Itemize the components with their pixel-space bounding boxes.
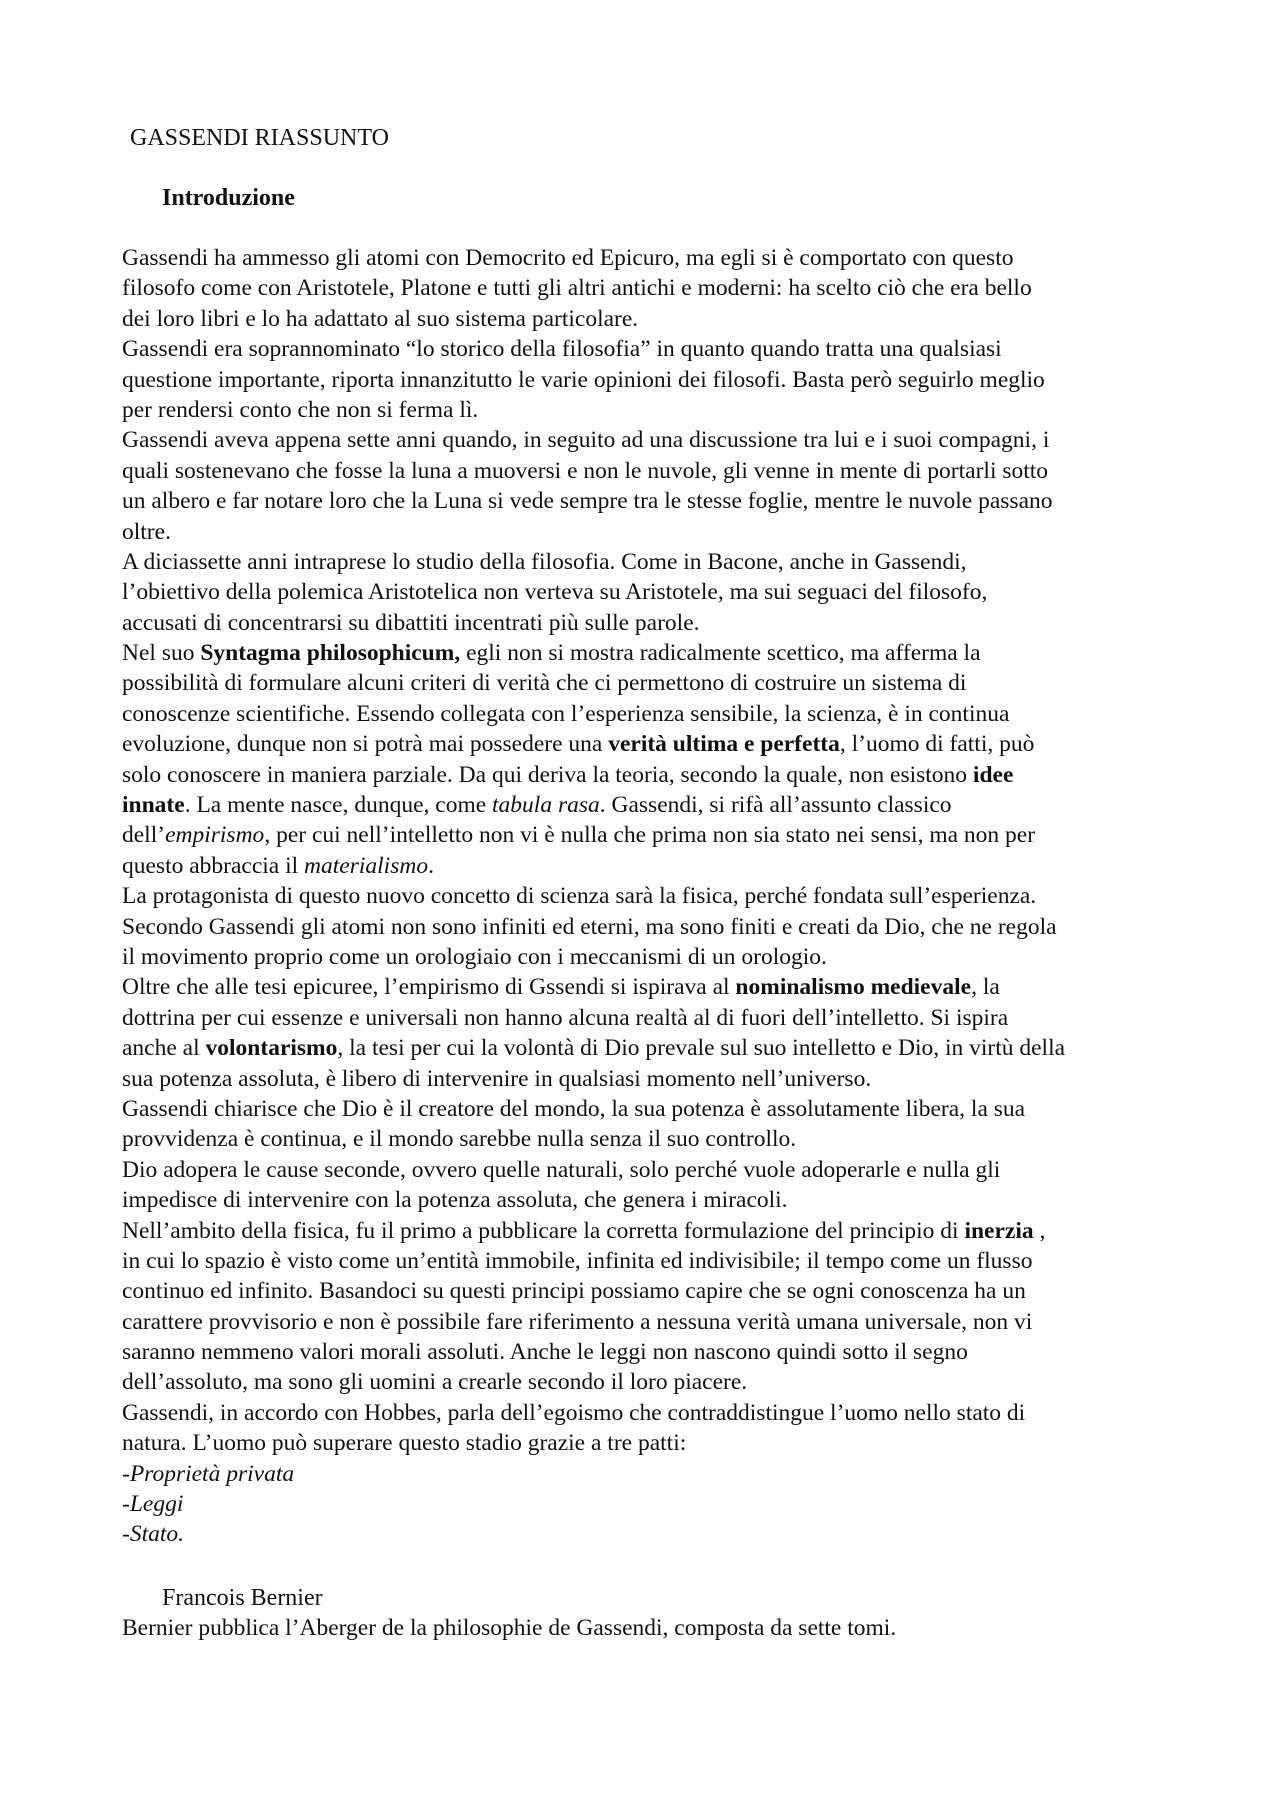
section-heading: Introduzione bbox=[162, 185, 295, 211]
text-line: A diciassette anni intraprese lo studio della filosofia. Come in Bacone, anche in Gassendi, bbox=[122, 548, 967, 575]
text-line: filosofo come con Aristotele, Platone e tutti gli altri antichi e moderni: ha scelto ciò che era bello bbox=[122, 275, 1032, 302]
list-item-proprieta: -Proprietà privata bbox=[122, 1460, 295, 1487]
closing-line: Bernier pubblica l’Aberger de la philosophie de Gassendi, composta da sette tomi. bbox=[122, 1615, 897, 1641]
text-line: Dio adopera le cause seconde, ovvero quelle naturali, solo perché vuole adoperarle e nulla gli bbox=[122, 1156, 1001, 1183]
text-line: dell’assoluto, ma sono gli uomini a crearle secondo il loro piacere. bbox=[122, 1369, 748, 1396]
text-line: un albero e far notare loro che la Luna si vede sempre tra le stesse foglie, mentre le nuvole passano bbox=[122, 488, 1053, 515]
text-line: Gassendi era soprannominato “lo storico della filosofia” in quanto quando tratta una qualsiasi bbox=[122, 336, 1002, 363]
italic-term: materialismo bbox=[304, 852, 429, 879]
bold-term: innate bbox=[122, 792, 185, 819]
bold-term: idee bbox=[972, 761, 1014, 788]
italic-term: empirismo bbox=[165, 822, 265, 849]
text-line: Gassendi aveva appena sette anni quando, in seguito ad una discussione tra lui e i suoi compagni, i bbox=[122, 427, 1050, 454]
italic-term: tabula rasa bbox=[492, 792, 600, 819]
list-item-leggi: -Leggi bbox=[122, 1491, 184, 1518]
body-text bbox=[122, 243, 1182, 1550]
text-line: Gassendi, in accordo con Hobbes, parla dell’egoismo che contraddistingue l’uomo nello stato di bbox=[122, 1399, 1026, 1426]
list-item-stato: -Stato. bbox=[122, 1521, 185, 1548]
text-line: saranno nemmeno valori morali assoluti. Anche le leggi non nascono quindi sotto il segno bbox=[122, 1339, 968, 1366]
text-line: conoscenze scientifiche. Essendo collegata con l’esperienza sensibile, la scienza, è in continua bbox=[122, 700, 1010, 727]
bold-term: inerzia bbox=[964, 1217, 1034, 1244]
text-line: anche al volontarismo, la tesi per cui la volontà di Dio prevale sul suo intelletto e Dio, in virtù della bbox=[122, 1035, 1066, 1062]
text-line: dell’empirismo, per cui nell’intelletto non vi è nulla che prima non sia stato nei sensi, ma non per bbox=[122, 822, 1036, 849]
text-line: questo abbraccia il materialismo. bbox=[122, 852, 434, 879]
text-line: Secondo Gassendi gli atomi non sono infiniti ed eterni, ma sono finiti e creati da Dio, che ne regola bbox=[122, 913, 1057, 940]
text-line: solo conoscere in maniera parziale. Da qui deriva la teoria, secondo la quale, non esistono idee bbox=[122, 761, 1014, 788]
text-line: oltre. bbox=[122, 518, 171, 545]
text-line: l’obiettivo della polemica Aristotelica non verteva su Aristotele, ma sui seguaci del filosofo, bbox=[122, 579, 988, 606]
text-line: La protagonista di questo nuovo concetto di scienza sarà la fisica, perché fondata sull’esperienza. bbox=[122, 883, 1037, 910]
text-line: continuo ed infinito. Basandoci su questi principi possiamo capire che se ogni conoscenza ha un bbox=[122, 1278, 1026, 1305]
bold-term: volontarismo bbox=[205, 1035, 338, 1062]
subheading-bernier: Francois Bernier bbox=[162, 1585, 323, 1611]
text-line: in cui lo spazio è visto come un’entità immobile, infinita ed indivisibile; il tempo come un flusso bbox=[122, 1247, 1033, 1274]
text-line: dottrina per cui essenze e universali non hanno alcuna realtà al di fuori dell’intelletto. Si ispira bbox=[122, 1004, 1009, 1031]
text-line: evoluzione, dunque non si potrà mai possedere una verità ultima e perfetta, l’uomo di fatti, può bbox=[122, 731, 1035, 758]
text-line: provvidenza è continua, e il mondo sarebbe nulla senza il suo controllo. bbox=[122, 1126, 797, 1153]
text-line: Gassendi chiarisce che Dio è il creatore del mondo, la sua potenza è assolutamente libera, la sua bbox=[122, 1095, 1026, 1122]
text-line: quali sostenevano che fosse la luna a muoversi e non le nuvole, gli venne in mente di portarli sotto bbox=[122, 457, 1049, 484]
text-line: Nell’ambito della fisica, fu il primo a pubblicare la corretta formulazione del principio di inerzia , bbox=[122, 1217, 1046, 1244]
text-line: Oltre che alle tesi epicuree, l’empirismo di Gssendi si ispirava al nominalismo medievale, la bbox=[122, 974, 1000, 1001]
bold-term: Syntagma philosophicum, bbox=[200, 640, 461, 667]
text-line: Gassendi ha ammesso gli atomi con Democrito ed Epicuro, ma egli si è comportato con questo bbox=[122, 245, 1014, 271]
document-title: GASSENDI RIASSUNTO bbox=[130, 125, 389, 151]
text-line: innate. La mente nasce, dunque, come tabula rasa. Gassendi, si rifà all’assunto classico bbox=[122, 792, 952, 819]
text-line: Nel suo Syntagma philosophicum, egli non si mostra radicalmente scettico, ma afferma la bbox=[122, 640, 981, 667]
bold-term: verità ultima e perfetta bbox=[608, 731, 840, 758]
text-line: dei loro libri e lo ha adattato al suo sistema particolare. bbox=[122, 305, 639, 332]
text-line: per rendersi conto che non si ferma lì. bbox=[122, 396, 479, 423]
bold-term: nominalismo medievale bbox=[735, 974, 972, 1001]
text-line: natura. L’uomo può superare questo stadio grazie a tre patti: bbox=[122, 1430, 687, 1457]
text-line: carattere provvisorio e non è possibile fare riferimento a nessuna verità umana universale, non vi bbox=[122, 1308, 1033, 1335]
text-line: sua potenza assoluta, è libero di intervenire in qualsiasi momento nell’universo. bbox=[122, 1065, 872, 1092]
text-line: il movimento proprio come un orologiaio con i meccanismi di un orologio. bbox=[122, 943, 827, 970]
text-line: possibilità di formulare alcuni criteri di verità che ci permettono di costruire un sistema di bbox=[122, 670, 967, 697]
text-line: accusati di concentrarsi su dibattiti incentrati più sulle parole. bbox=[122, 609, 700, 636]
text-line: questione importante, riporta innanzitutto le varie opinioni dei filosofi. Basta però seguirlo meglio bbox=[122, 366, 1045, 393]
text-line: impedisce di intervenire con la potenza assoluta, che genera i miracoli. bbox=[122, 1187, 788, 1214]
